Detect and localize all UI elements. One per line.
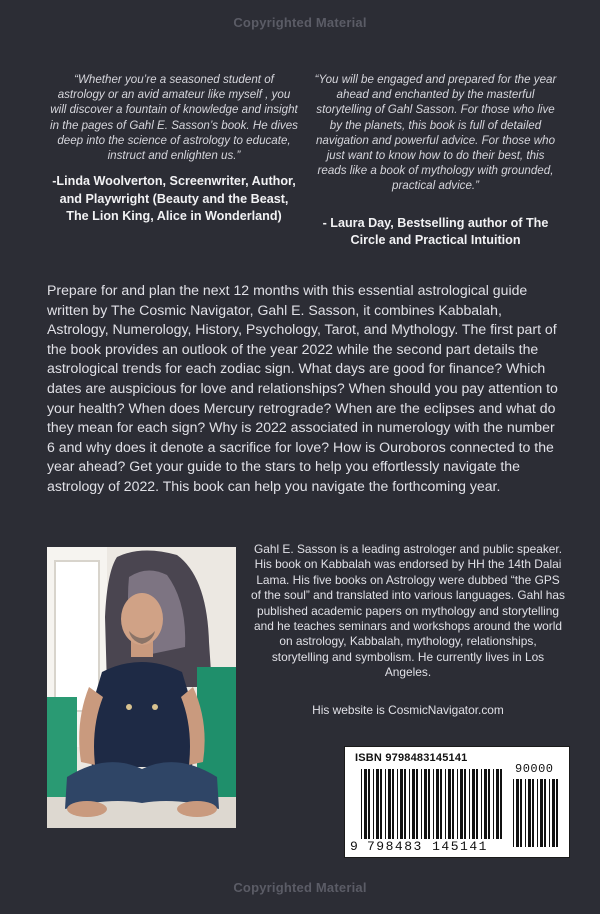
barcode-bar	[460, 769, 463, 839]
barcode-bar	[493, 769, 494, 839]
barcode-bar	[373, 769, 374, 839]
barcode-bar	[457, 769, 458, 839]
book-description: Prepare for and plan the next 12 months with this essential astrological guide written by The Cosmic Navigator, Gahl E. Sasson, it combines Kabbalah, Astrology, Numerology, History, Psychology, Tarot, and Mythology. The first part of the book provides an outlook of the year 2022 while the second part details the astrological trends for each zodiac sign. What days are good for finance? Which dates are auspicious for love and relationships? When should you pay attention to your health? When does Mercury retrograde? When are the eclipses and what do they mean for each sign? Why is 2022 associated in numerology with the number 6 and why does it denote a sacrifice for love? How is Ouroboros connected to the year ahead? Get your guide to the stars to help you effortlessly navigate the astrology of 2022. This book can help you navigate the forthcoming year.	[47, 282, 558, 494]
barcode-bar	[440, 769, 442, 839]
barcode-bar	[525, 779, 526, 847]
barcode-bar	[513, 779, 514, 847]
barcode-bar	[388, 769, 391, 839]
barcode-bar	[556, 779, 558, 847]
isbn-barcode	[344, 746, 570, 858]
barcode-bar	[464, 769, 466, 839]
barcode-bar	[452, 769, 454, 839]
barcode-bar	[433, 769, 434, 839]
barcode-bar	[496, 769, 499, 839]
barcode-bar	[552, 779, 555, 847]
barcode-bar	[520, 779, 522, 847]
author-website: His website is CosmicNavigator.com	[312, 703, 504, 717]
barcode-bar	[416, 769, 418, 839]
barcode-bar	[516, 779, 519, 847]
barcode-bar	[424, 769, 427, 839]
barcode-bar	[445, 769, 446, 839]
barcode-bar	[376, 769, 379, 839]
barcode-digits: 798483 145141	[367, 839, 488, 854]
barcode-bar	[544, 779, 546, 847]
quote-laura-day	[313, 72, 558, 250]
author-portrait-illustration	[47, 547, 236, 828]
barcode-bar	[361, 769, 362, 839]
quote-attribution: - Laura Day, Bestselling author of The Circle and Practical Intuition	[322, 215, 549, 248]
quote-attribution: -Linda Woolverton, Screenwriter, Author, and Playwright (Beauty and the Beast, The Lion King, Alice in Wonderland)	[52, 174, 296, 224]
copyright-watermark-bottom: Copyrighted Material	[233, 880, 367, 895]
barcode-bar	[448, 769, 451, 839]
barcode-bar	[368, 769, 370, 839]
barcode-bar	[428, 769, 430, 839]
barcode-lead-digit: 9	[350, 839, 358, 854]
author-bio: Gahl E. Sasson is a leading astrologer and public speaker. His book on Kabbalah was endorsed by HH the 14th Dalai Lama. His five books on Astrology were dubbed “the GPS of the soul” and translated into various languages. Gahl has published academic papers on mythology and storytelling and he teaches seminars and workshops around the world on astrology, Kabbalah, mythology, relationships, storytelling and symbolism. He currently lives in Los Angeles.	[251, 542, 565, 680]
barcode-bar	[540, 779, 543, 847]
barcode-bar	[528, 779, 531, 847]
barcode-bar	[364, 769, 367, 839]
isbn-label: ISBN 9798483145141	[355, 752, 468, 764]
barcode-bar	[380, 769, 382, 839]
quote-text: “You will be engaged and prepared for the year ahead and enchanted by the masterful storytelling of Gahl Sasson. For those who live by the planets, this book is full of detailed navigation and powerful advice. For those who just want to know how to do their best, this reads like a book of mythology with grounded, practical advice.”	[314, 73, 557, 193]
quote-text: “Whether you’re a seasoned student of astrology or an avid amateur like myself , you will discover a fountain of knowledge and insight in the pages of Gahl E. Sasson’s book. He dives deep into the science of astrology to educate, instruct and enlighten us.”	[50, 73, 298, 163]
barcode-bar	[400, 769, 403, 839]
author-photo	[47, 547, 236, 828]
barcode-bar	[481, 769, 482, 839]
barcode-bar	[469, 769, 470, 839]
barcode-addon-digits: 90000	[515, 762, 554, 776]
barcode-bar	[488, 769, 490, 839]
barcode-bar	[500, 769, 502, 839]
barcode-bar	[404, 769, 406, 839]
barcode-bar	[392, 769, 394, 839]
barcode-bar	[532, 779, 534, 847]
barcode-bar	[549, 779, 550, 847]
quote-linda-woolverton	[50, 72, 298, 226]
barcode-bar	[397, 769, 398, 839]
barcode-bar	[472, 769, 475, 839]
barcode-bar	[412, 769, 415, 839]
barcode-bar	[409, 769, 410, 839]
barcode-bar	[484, 769, 487, 839]
barcode-bar	[436, 769, 439, 839]
barcode-bar	[385, 769, 386, 839]
barcode-bar	[537, 779, 538, 847]
copyright-watermark-top: Copyrighted Material	[233, 15, 367, 30]
barcode-bar	[476, 769, 478, 839]
barcode-bar	[421, 769, 422, 839]
